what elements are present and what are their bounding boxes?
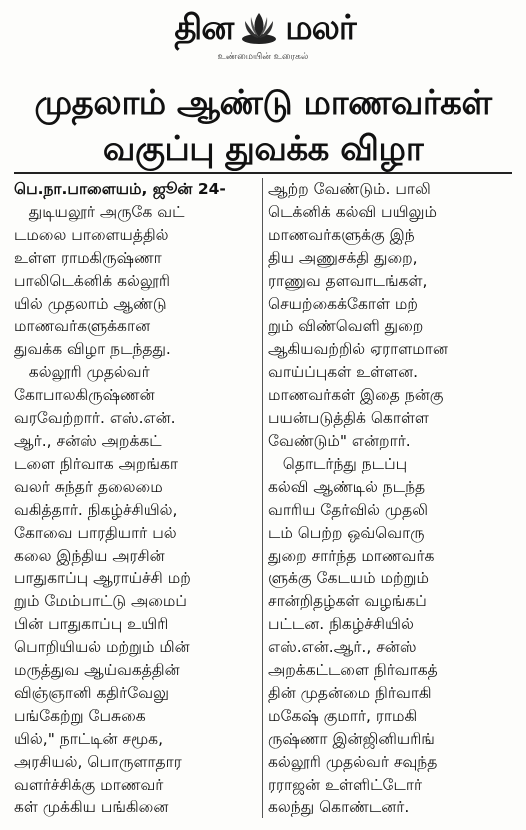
newspaper-logo bbox=[150, 6, 380, 50]
article-text-line: மாணவர்களுக்கான bbox=[14, 317, 151, 336]
article-text-line: டமலை பாளையத்தில் bbox=[14, 225, 169, 244]
article-text-line: வலர் சுந்தர் தலைமை bbox=[14, 477, 163, 496]
article-text-line: பங்கேற்று பேசுகை bbox=[14, 706, 146, 725]
article-text-line: திய அணுசக்தி துறை, bbox=[268, 248, 418, 267]
article-text-line: டெக்னிக் கல்வி பயிலும் bbox=[268, 202, 437, 221]
article-text-line: ளுக்கு கேடயம் மற்றும் bbox=[268, 569, 429, 588]
article-text-line: வேண்டும்" என்றார். bbox=[268, 431, 411, 450]
article-text-line: கலந்து கொண்டனர். bbox=[268, 798, 410, 817]
article-text-line: டம் பெற்ற ஒவ்வொரு bbox=[268, 523, 425, 542]
article-text-line: ரராஜன் உள்ளிட்டோர் bbox=[268, 775, 423, 794]
article-column-left bbox=[14, 178, 260, 819]
column-divider bbox=[262, 178, 263, 818]
article-headline bbox=[0, 80, 526, 172]
masthead bbox=[0, 0, 526, 70]
article-text-line: கலை இந்திய அரசின் bbox=[14, 546, 165, 565]
headline-line-1: முதலாம் ஆண்டு மாணவர்கள் bbox=[34, 83, 492, 123]
article-text-line: பொறியியல் மற்றும் மின் bbox=[14, 638, 190, 657]
article-text-line: கள் முக்கிய பங்கினை bbox=[14, 798, 169, 817]
article-text-line: கோபாலகிருஷ்ணன் bbox=[14, 386, 155, 405]
article-text-line: அரசியல், பொருளாதார bbox=[14, 752, 182, 771]
article-text-line: வகித்தார். நிகழ்ச்சியில், bbox=[14, 500, 178, 519]
article-text-line: வளர்ச்சிக்கு மாணவர் bbox=[14, 775, 164, 794]
article-text-line: றும் விண்வெளி துறை bbox=[268, 317, 424, 336]
article-text-line: யில் முதலாம் ஆண்டு bbox=[14, 294, 167, 313]
article-text-line: வாரிய தேர்வில் முதலி bbox=[268, 500, 429, 519]
article-text-line: துடியலூர் அருகே வட் bbox=[14, 202, 185, 221]
article-text-line: ஆர்., சன்ஸ் அறக்கட் bbox=[14, 431, 162, 450]
article-text-line: மகேஷ் குமார், ராமகி bbox=[268, 706, 418, 725]
article-text-line: சான்றிதழ்கள் வழங்கப் bbox=[268, 592, 427, 611]
headline-rule bbox=[14, 172, 512, 174]
article-text-line: யில்," நாட்டின் சமூக, bbox=[14, 729, 164, 748]
article-text-line: ராணுவ தளவாடங்கள், bbox=[268, 271, 428, 290]
article-text-line: வரவேற்றார். எஸ்.என். bbox=[14, 409, 176, 428]
article-text-line: ருஷ்ணா இன்ஜினியரிங் bbox=[268, 729, 435, 748]
article-text-line: அறக்கட்டளை நிர்வாகத் bbox=[268, 661, 438, 680]
article-text-line: பாலிடெக்னிக் கல்லூரி bbox=[14, 271, 171, 290]
article-text-line: டளை நிர்வாக அறங்கா bbox=[14, 454, 178, 473]
article-text-line: றும் மேம்பாட்டு அமைப் bbox=[14, 592, 187, 611]
article-text-line: பயன்படுத்திக் கொள்ள bbox=[268, 409, 429, 428]
article-text-line: கல்லூரி முதல்வர் bbox=[14, 363, 150, 382]
article-text-line: விஞ்ஞானி கதிர்வேலு bbox=[14, 683, 170, 702]
masthead-tagline: உண்மையின் உரைகல் bbox=[217, 52, 309, 62]
article-text-line: கல்வி ஆண்டில் நடந்த bbox=[268, 477, 426, 496]
article-text-line: உள்ள ராமகிருஷ்ணா bbox=[14, 248, 162, 267]
article-text-line: துறை சார்ந்த மாணவர்க bbox=[268, 546, 435, 565]
article-text-line: பின் பாதுகாப்பு உயிரி bbox=[14, 615, 169, 634]
article-text-line: கோவை பாரதியார் பல் bbox=[14, 523, 177, 542]
article-text-line: பாதுகாப்பு ஆராய்ச்சி மற் bbox=[14, 569, 191, 588]
logo-word-malar: மலர் bbox=[285, 8, 356, 48]
headline-line-2: வகுப்பு துவக்க விழா bbox=[102, 129, 424, 169]
article-text-line: மாணவர்களுக்கு இந் bbox=[268, 225, 415, 244]
article-text-line: தின் முதன்மை நிர்வாகி bbox=[268, 683, 432, 702]
article-text-line: பட்டன. நிகழ்ச்சியில் bbox=[268, 615, 414, 634]
article-text-line: செயற்கைக்கோள் மற் bbox=[268, 294, 418, 313]
right-column-body bbox=[268, 178, 514, 819]
left-column-body bbox=[14, 201, 260, 819]
article-text-line: ஆற்ற வேண்டும். பாலி bbox=[268, 180, 431, 198]
article-text-line: ஆகியவற்றில் ஏராளமான bbox=[268, 340, 448, 359]
article-text-line: கல்லூரி முதல்வர் சவுந்த bbox=[268, 752, 438, 771]
lotus-icon bbox=[239, 9, 279, 47]
article-text-line: வாய்ப்புகள் உள்ளன. bbox=[268, 363, 419, 382]
article-text-line: தொடர்ந்து நடப்பு bbox=[268, 454, 408, 473]
article-text-line: மருத்துவ ஆய்வகத்தின் bbox=[14, 661, 180, 680]
article-dateline: பெ.நா.பாளையம், ஜூன் 24- bbox=[14, 180, 226, 198]
article-text-line: மாணவர்கள் இதை நன்கு bbox=[268, 386, 444, 405]
article-column-right bbox=[268, 178, 514, 819]
logo-word-dina: தின bbox=[174, 8, 234, 48]
article-text-line: துவக்க விழா நடந்தது. bbox=[14, 340, 171, 359]
article-text-line: எஸ்.என்.ஆர்., சன்ஸ் bbox=[268, 638, 417, 657]
